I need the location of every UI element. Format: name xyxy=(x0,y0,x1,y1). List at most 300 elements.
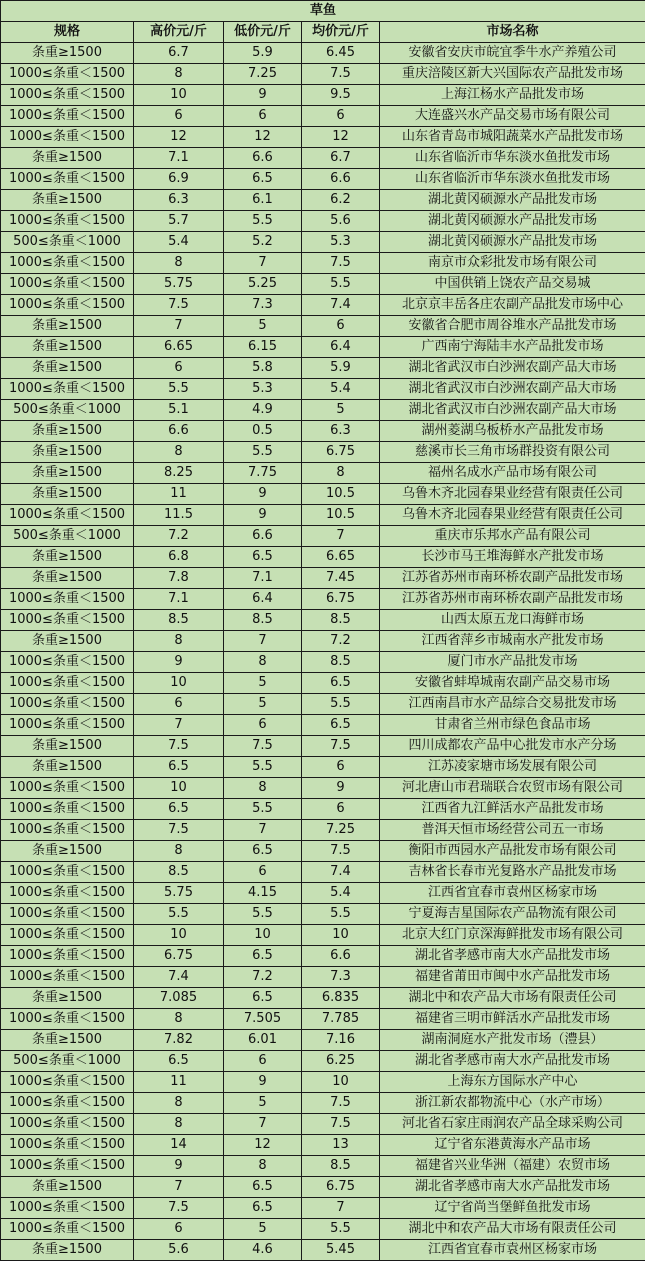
cell-low-price: 9 xyxy=(224,484,302,505)
cell-avg-price: 8.5 xyxy=(302,1156,380,1177)
cell-high-price: 5.4 xyxy=(134,232,224,253)
cell-avg-price: 6 xyxy=(302,757,380,778)
cell-high-price: 9 xyxy=(134,1156,224,1177)
cell-high-price: 7.8 xyxy=(134,568,224,589)
cell-spec: 1000≤条重＜1500 xyxy=(1,211,134,232)
table-row xyxy=(1,967,645,988)
table-row xyxy=(1,736,645,757)
cell-high-price: 5.5 xyxy=(134,379,224,400)
cell-spec: 1000≤条重＜1500 xyxy=(1,1093,134,1114)
cell-high-price: 6 xyxy=(134,106,224,127)
cell-spec: 1000≤条重＜1500 xyxy=(1,106,134,127)
cell-avg-price: 6.25 xyxy=(302,1051,380,1072)
cell-avg-price: 5.6 xyxy=(302,211,380,232)
cell-spec: 1000≤条重＜1500 xyxy=(1,673,134,694)
table-row xyxy=(1,547,645,568)
cell-high-price: 5.5 xyxy=(134,904,224,925)
table-row xyxy=(1,484,645,505)
table-row xyxy=(1,673,645,694)
table-row xyxy=(1,610,645,631)
cell-market-name: 南京市众彩批发市场有限公司 xyxy=(380,253,645,274)
cell-high-price: 6.9 xyxy=(134,169,224,190)
cell-spec: 条重≥1500 xyxy=(1,631,134,652)
cell-high-price: 11.5 xyxy=(134,505,224,526)
cell-avg-price: 7.5 xyxy=(302,841,380,862)
table-row xyxy=(1,148,645,169)
cell-spec: 1000≤条重＜1500 xyxy=(1,379,134,400)
cell-high-price: 7.5 xyxy=(134,1198,224,1219)
cell-low-price: 12 xyxy=(224,127,302,148)
cell-spec: 条重≥1500 xyxy=(1,316,134,337)
cell-high-price: 8 xyxy=(134,253,224,274)
cell-market-name: 江西省宜春市袁州区杨家市场 xyxy=(380,1240,645,1261)
cell-high-price: 7.2 xyxy=(134,526,224,547)
table-row xyxy=(1,127,645,148)
cell-spec: 条重≥1500 xyxy=(1,841,134,862)
cell-spec: 条重≥1500 xyxy=(1,484,134,505)
cell-avg-price: 7.5 xyxy=(302,1093,380,1114)
table-row xyxy=(1,463,645,484)
cell-market-name: 大连盛兴水产品交易市场有限公司 xyxy=(380,106,645,127)
cell-market-name: 安徽省蚌埠城南农副产品交易市场 xyxy=(380,673,645,694)
cell-spec: 1000≤条重＜1500 xyxy=(1,694,134,715)
cell-spec: 条重≥1500 xyxy=(1,547,134,568)
cell-avg-price: 7.4 xyxy=(302,295,380,316)
cell-spec: 500≤条重＜1000 xyxy=(1,400,134,421)
cell-spec: 条重≥1500 xyxy=(1,190,134,211)
cell-avg-price: 7.5 xyxy=(302,253,380,274)
cell-avg-price: 7.2 xyxy=(302,631,380,652)
cell-market-name: 慈溪市长三角市场群投资有限公司 xyxy=(380,442,645,463)
cell-low-price: 6.5 xyxy=(224,547,302,568)
table-row xyxy=(1,568,645,589)
cell-low-price: 7.75 xyxy=(224,463,302,484)
cell-spec: 1000≤条重＜1500 xyxy=(1,610,134,631)
cell-market-name: 江苏省苏州市南环桥农副产品批发市场 xyxy=(380,568,645,589)
table-row xyxy=(1,1198,645,1219)
cell-market-name: 北京京丰岳各庄农副产品批发市场中心 xyxy=(380,295,645,316)
cell-market-name: 河北省石家庄雨润农产品全球采购公司 xyxy=(380,1114,645,1135)
table-row xyxy=(1,400,645,421)
cell-market-name: 福州名成水产品市场有限公司 xyxy=(380,463,645,484)
cell-market-name: 湖北中和农产品大市场有限责任公司 xyxy=(380,988,645,1009)
cell-avg-price: 7.25 xyxy=(302,820,380,841)
cell-low-price: 6.1 xyxy=(224,190,302,211)
cell-high-price: 10 xyxy=(134,85,224,106)
cell-market-name: 上海江杨水产品批发市场 xyxy=(380,85,645,106)
cell-market-name: 重庆市乐邦水产品有限公司 xyxy=(380,526,645,547)
cell-avg-price: 7.4 xyxy=(302,862,380,883)
table-row xyxy=(1,778,645,799)
table-row xyxy=(1,631,645,652)
cell-market-name: 福建省兴业华洲（福建）农贸市场 xyxy=(380,1156,645,1177)
table-row xyxy=(1,694,645,715)
table-row xyxy=(1,904,645,925)
cell-market-name: 山东省临沂市华东淡水鱼批发市场 xyxy=(380,169,645,190)
cell-low-price: 8 xyxy=(224,652,302,673)
cell-low-price: 7 xyxy=(224,253,302,274)
cell-avg-price: 6.7 xyxy=(302,148,380,169)
cell-spec: 1000≤条重＜1500 xyxy=(1,652,134,673)
cell-avg-price: 7.5 xyxy=(302,64,380,85)
cell-low-price: 6 xyxy=(224,1051,302,1072)
table-row xyxy=(1,1177,645,1198)
cell-spec: 条重≥1500 xyxy=(1,442,134,463)
cell-low-price: 6.01 xyxy=(224,1030,302,1051)
cell-avg-price: 5 xyxy=(302,400,380,421)
cell-high-price: 7.82 xyxy=(134,1030,224,1051)
cell-avg-price: 7.45 xyxy=(302,568,380,589)
cell-market-name: 湖北省武汉市白沙洲农副产品大市场 xyxy=(380,379,645,400)
cell-avg-price: 7.785 xyxy=(302,1009,380,1030)
cell-spec: 1000≤条重＜1500 xyxy=(1,1009,134,1030)
cell-market-name: 福建省三明市鲜活水产品批发市场 xyxy=(380,1009,645,1030)
cell-market-name: 厦门市水产品批发市场 xyxy=(380,652,645,673)
cell-avg-price: 5.4 xyxy=(302,883,380,904)
cell-high-price: 10 xyxy=(134,925,224,946)
cell-avg-price: 5.3 xyxy=(302,232,380,253)
table-row xyxy=(1,799,645,820)
cell-spec: 条重≥1500 xyxy=(1,1177,134,1198)
cell-spec: 条重≥1500 xyxy=(1,337,134,358)
cell-spec: 1000≤条重＜1500 xyxy=(1,1114,134,1135)
table-row xyxy=(1,442,645,463)
cell-spec: 1000≤条重＜1500 xyxy=(1,778,134,799)
cell-low-price: 7.3 xyxy=(224,295,302,316)
cell-low-price: 6.5 xyxy=(224,1177,302,1198)
table-row xyxy=(1,1030,645,1051)
cell-market-name: 辽宁省尚当堡鲜鱼批发市场 xyxy=(380,1198,645,1219)
table-row xyxy=(1,232,645,253)
cell-spec: 1000≤条重＜1500 xyxy=(1,883,134,904)
table-row xyxy=(1,358,645,379)
cell-high-price: 11 xyxy=(134,484,224,505)
cell-high-price: 8 xyxy=(134,1093,224,1114)
cell-market-name: 宁夏海吉星国际农产品物流有限公司 xyxy=(380,904,645,925)
cell-low-price: 4.6 xyxy=(224,1240,302,1261)
cell-high-price: 8 xyxy=(134,631,224,652)
cell-low-price: 8 xyxy=(224,778,302,799)
cell-market-name: 衡阳市西园水产品批发市场有限公司 xyxy=(380,841,645,862)
cell-avg-price: 6.5 xyxy=(302,715,380,736)
cell-high-price: 7.4 xyxy=(134,967,224,988)
cell-avg-price: 5.5 xyxy=(302,1219,380,1240)
cell-avg-price: 6.6 xyxy=(302,169,380,190)
cell-high-price: 6 xyxy=(134,358,224,379)
cell-high-price: 6.65 xyxy=(134,337,224,358)
cell-market-name: 山东省临沂市华东淡水鱼批发市场 xyxy=(380,148,645,169)
cell-avg-price: 6 xyxy=(302,106,380,127)
cell-low-price: 5.9 xyxy=(224,43,302,64)
table-row xyxy=(1,106,645,127)
cell-avg-price: 6.4 xyxy=(302,337,380,358)
cell-low-price: 6.15 xyxy=(224,337,302,358)
cell-spec: 1000≤条重＜1500 xyxy=(1,799,134,820)
cell-spec: 1000≤条重＜1500 xyxy=(1,967,134,988)
cell-spec: 1000≤条重＜1500 xyxy=(1,1072,134,1093)
cell-low-price: 6.5 xyxy=(224,1198,302,1219)
table-row xyxy=(1,274,645,295)
cell-avg-price: 8 xyxy=(302,463,380,484)
cell-high-price: 7 xyxy=(134,1177,224,1198)
cell-high-price: 8 xyxy=(134,442,224,463)
table-title: 草鱼 xyxy=(1,1,645,22)
cell-avg-price: 6.45 xyxy=(302,43,380,64)
cell-market-name: 湖北黄冈硕源水产品批发市场 xyxy=(380,190,645,211)
cell-spec: 条重≥1500 xyxy=(1,43,134,64)
cell-market-name: 山东省青岛市城阳蔬菜水产品批发市场 xyxy=(380,127,645,148)
cell-market-name: 乌鲁木齐北园春果业经营有限责任公司 xyxy=(380,484,645,505)
header-market-name: 市场名称 xyxy=(380,22,645,43)
table-row xyxy=(1,715,645,736)
table-row xyxy=(1,505,645,526)
cell-low-price: 5.5 xyxy=(224,211,302,232)
header-row xyxy=(1,22,645,43)
cell-avg-price: 5.45 xyxy=(302,1240,380,1261)
cell-low-price: 5 xyxy=(224,1219,302,1240)
table-row xyxy=(1,253,645,274)
cell-spec: 条重≥1500 xyxy=(1,463,134,484)
cell-spec: 1000≤条重＜1500 xyxy=(1,925,134,946)
cell-spec: 1000≤条重＜1500 xyxy=(1,589,134,610)
cell-high-price: 8.25 xyxy=(134,463,224,484)
cell-avg-price: 6.835 xyxy=(302,988,380,1009)
cell-spec: 条重≥1500 xyxy=(1,757,134,778)
cell-market-name: 湖北中和农产品大市场有限责任公司 xyxy=(380,1219,645,1240)
cell-market-name: 山西太原五龙口海鲜市场 xyxy=(380,610,645,631)
table-row xyxy=(1,43,645,64)
cell-avg-price: 9.5 xyxy=(302,85,380,106)
table-row xyxy=(1,1156,645,1177)
cell-low-price: 7.505 xyxy=(224,1009,302,1030)
cell-market-name: 湖州菱湖乌板桥水产品批发市场 xyxy=(380,421,645,442)
cell-high-price: 10 xyxy=(134,673,224,694)
cell-spec: 1000≤条重＜1500 xyxy=(1,1219,134,1240)
cell-market-name: 湖北黄冈硕源水产品批发市场 xyxy=(380,232,645,253)
cell-high-price: 7.1 xyxy=(134,148,224,169)
cell-low-price: 4.15 xyxy=(224,883,302,904)
cell-low-price: 7 xyxy=(224,820,302,841)
cell-high-price: 14 xyxy=(134,1135,224,1156)
cell-low-price: 7.2 xyxy=(224,967,302,988)
table-row xyxy=(1,652,645,673)
cell-spec: 1000≤条重＜1500 xyxy=(1,85,134,106)
cell-market-name: 江苏凌家塘市场发展有限公司 xyxy=(380,757,645,778)
cell-spec: 1000≤条重＜1500 xyxy=(1,1135,134,1156)
cell-low-price: 4.9 xyxy=(224,400,302,421)
cell-high-price: 12 xyxy=(134,127,224,148)
cell-low-price: 5.8 xyxy=(224,358,302,379)
cell-high-price: 6.75 xyxy=(134,946,224,967)
cell-spec: 1000≤条重＜1500 xyxy=(1,1198,134,1219)
cell-high-price: 7.5 xyxy=(134,736,224,757)
cell-market-name: 湖北省孝感市南大水产品批发市场 xyxy=(380,1051,645,1072)
cell-spec: 条重≥1500 xyxy=(1,736,134,757)
cell-market-name: 乌鲁木齐北园春果业经营有限责任公司 xyxy=(380,505,645,526)
cell-market-name: 湖北黄冈硕源水产品批发市场 xyxy=(380,211,645,232)
cell-avg-price: 7.5 xyxy=(302,736,380,757)
cell-high-price: 8.5 xyxy=(134,610,224,631)
cell-avg-price: 6.65 xyxy=(302,547,380,568)
cell-market-name: 江西省九江鲜活水产品批发市场 xyxy=(380,799,645,820)
cell-avg-price: 13 xyxy=(302,1135,380,1156)
cell-avg-price: 6 xyxy=(302,316,380,337)
cell-high-price: 8 xyxy=(134,841,224,862)
cell-low-price: 5.25 xyxy=(224,274,302,295)
cell-avg-price: 5.5 xyxy=(302,274,380,295)
cell-market-name: 浙江新农都物流中心（水产市场） xyxy=(380,1093,645,1114)
cell-market-name: 江西省萍乡市城南水产批发市场 xyxy=(380,631,645,652)
header-high-price: 高价元/斤 xyxy=(134,22,224,43)
cell-high-price: 5.7 xyxy=(134,211,224,232)
table-row xyxy=(1,841,645,862)
table-body xyxy=(1,43,645,1261)
cell-low-price: 5.5 xyxy=(224,757,302,778)
cell-low-price: 5.2 xyxy=(224,232,302,253)
cell-market-name: 河北唐山市君瑞联合农贸市场有限公司 xyxy=(380,778,645,799)
cell-low-price: 6.5 xyxy=(224,841,302,862)
cell-avg-price: 7 xyxy=(302,1198,380,1219)
cell-market-name: 中国供销上饶农产品交易城 xyxy=(380,274,645,295)
cell-high-price: 6.8 xyxy=(134,547,224,568)
cell-high-price: 6 xyxy=(134,1219,224,1240)
cell-low-price: 5 xyxy=(224,673,302,694)
cell-market-name: 北京大红门京深海鲜批发市场有限公司 xyxy=(380,925,645,946)
table-row xyxy=(1,1072,645,1093)
cell-spec: 1000≤条重＜1500 xyxy=(1,64,134,85)
cell-market-name: 湖北省武汉市白沙洲农副产品大市场 xyxy=(380,358,645,379)
cell-market-name: 安徽省合肥市周谷堆水产品批发市场 xyxy=(380,316,645,337)
cell-low-price: 6 xyxy=(224,862,302,883)
table-row xyxy=(1,820,645,841)
cell-avg-price: 6.6 xyxy=(302,946,380,967)
table-row xyxy=(1,1135,645,1156)
cell-high-price: 8 xyxy=(134,1009,224,1030)
cell-market-name: 江西省宜春市袁州区杨家市场 xyxy=(380,883,645,904)
cell-avg-price: 8.5 xyxy=(302,610,380,631)
cell-high-price: 11 xyxy=(134,1072,224,1093)
header-low-price: 低价元/斤 xyxy=(224,22,302,43)
cell-spec: 条重≥1500 xyxy=(1,148,134,169)
cell-low-price: 8 xyxy=(224,1156,302,1177)
cell-spec: 500≤条重＜1000 xyxy=(1,1051,134,1072)
cell-high-price: 7.5 xyxy=(134,820,224,841)
cell-avg-price: 6.2 xyxy=(302,190,380,211)
cell-spec: 1000≤条重＜1500 xyxy=(1,715,134,736)
cell-low-price: 5 xyxy=(224,316,302,337)
cell-market-name: 湖北省武汉市白沙洲农副产品大市场 xyxy=(380,400,645,421)
cell-spec: 条重≥1500 xyxy=(1,568,134,589)
cell-avg-price: 7.5 xyxy=(302,1114,380,1135)
cell-spec: 条重≥1500 xyxy=(1,1030,134,1051)
cell-spec: 条重≥1500 xyxy=(1,988,134,1009)
cell-spec: 1000≤条重＜1500 xyxy=(1,505,134,526)
cell-low-price: 5.5 xyxy=(224,904,302,925)
cell-market-name: 安徽省安庆市皖宜季牛水产养殖公司 xyxy=(380,43,645,64)
cell-spec: 500≤条重＜1000 xyxy=(1,526,134,547)
cell-avg-price: 5.5 xyxy=(302,694,380,715)
table-row xyxy=(1,883,645,904)
cell-avg-price: 7 xyxy=(302,526,380,547)
cell-market-name: 上海东方国际水产中心 xyxy=(380,1072,645,1093)
cell-avg-price: 6.75 xyxy=(302,442,380,463)
cell-low-price: 7.1 xyxy=(224,568,302,589)
table-row xyxy=(1,1051,645,1072)
table-row xyxy=(1,1114,645,1135)
cell-avg-price: 9 xyxy=(302,778,380,799)
cell-low-price: 10 xyxy=(224,925,302,946)
cell-spec: 1000≤条重＜1500 xyxy=(1,274,134,295)
cell-avg-price: 10 xyxy=(302,925,380,946)
table-row xyxy=(1,1009,645,1030)
cell-spec: 条重≥1500 xyxy=(1,358,134,379)
table-row xyxy=(1,1093,645,1114)
cell-high-price: 8.5 xyxy=(134,862,224,883)
cell-high-price: 5.75 xyxy=(134,883,224,904)
cell-low-price: 6.5 xyxy=(224,988,302,1009)
cell-spec: 1000≤条重＜1500 xyxy=(1,295,134,316)
cell-low-price: 5.5 xyxy=(224,442,302,463)
cell-low-price: 6.6 xyxy=(224,148,302,169)
cell-high-price: 6.5 xyxy=(134,799,224,820)
cell-high-price: 6.5 xyxy=(134,757,224,778)
table-row xyxy=(1,379,645,400)
cell-low-price: 9 xyxy=(224,505,302,526)
cell-low-price: 6.4 xyxy=(224,589,302,610)
cell-low-price: 5 xyxy=(224,1093,302,1114)
cell-market-name: 吉林省长春市光复路水产品批发市场 xyxy=(380,862,645,883)
cell-spec: 500≤条重＜1000 xyxy=(1,232,134,253)
cell-high-price: 6.5 xyxy=(134,1051,224,1072)
cell-market-name: 甘肃省兰州市绿色食品市场 xyxy=(380,715,645,736)
cell-low-price: 7.5 xyxy=(224,736,302,757)
cell-avg-price: 8.5 xyxy=(302,652,380,673)
cell-high-price: 5.1 xyxy=(134,400,224,421)
header-avg-price: 均价元/斤 xyxy=(302,22,380,43)
cell-market-name: 长沙市马王堆海鲜水产批发市场 xyxy=(380,547,645,568)
cell-market-name: 福建省莆田市闽中水产品批发市场 xyxy=(380,967,645,988)
cell-low-price: 8.5 xyxy=(224,610,302,631)
table-row xyxy=(1,190,645,211)
cell-avg-price: 6.75 xyxy=(302,589,380,610)
cell-low-price: 6.5 xyxy=(224,946,302,967)
table-row xyxy=(1,862,645,883)
table-row xyxy=(1,85,645,106)
table-row xyxy=(1,1240,645,1261)
cell-high-price: 5.6 xyxy=(134,1240,224,1261)
cell-high-price: 10 xyxy=(134,778,224,799)
cell-spec: 1000≤条重＜1500 xyxy=(1,862,134,883)
cell-high-price: 8 xyxy=(134,1114,224,1135)
cell-avg-price: 5.5 xyxy=(302,904,380,925)
cell-low-price: 7.25 xyxy=(224,64,302,85)
cell-low-price: 0.5 xyxy=(224,421,302,442)
cell-low-price: 6.6 xyxy=(224,526,302,547)
cell-high-price: 7.5 xyxy=(134,295,224,316)
cell-spec: 1000≤条重＜1500 xyxy=(1,820,134,841)
cell-avg-price: 6.3 xyxy=(302,421,380,442)
cell-low-price: 9 xyxy=(224,1072,302,1093)
cell-market-name: 四川成都农产品中心批发市水产分场 xyxy=(380,736,645,757)
cell-market-name: 湖北省孝感市南大水产品批发市场 xyxy=(380,1177,645,1198)
table-row xyxy=(1,211,645,232)
cell-high-price: 7 xyxy=(134,715,224,736)
cell-spec: 条重≥1500 xyxy=(1,421,134,442)
table-row xyxy=(1,169,645,190)
cell-low-price: 5 xyxy=(224,694,302,715)
cell-high-price: 9 xyxy=(134,652,224,673)
cell-high-price: 6.6 xyxy=(134,421,224,442)
